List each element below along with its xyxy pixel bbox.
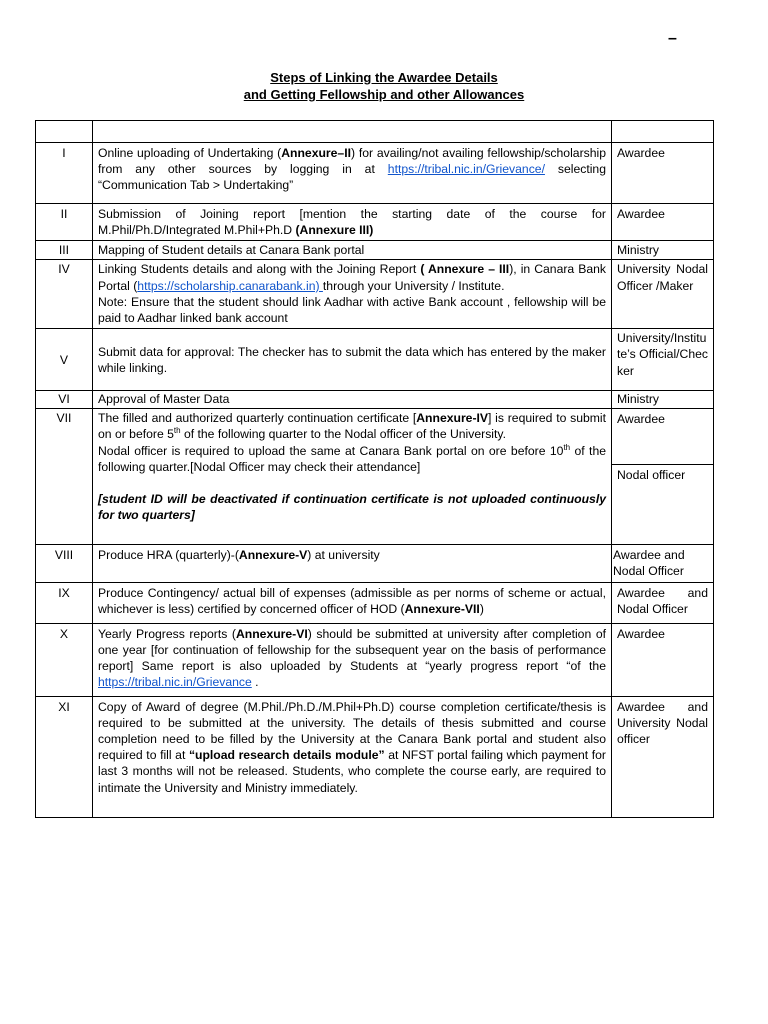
text: Yearly Progress reports ( (98, 626, 236, 641)
step-text (98, 443, 606, 475)
steps-table (35, 120, 714, 818)
table-row (36, 204, 714, 241)
text: Copy of Award of degree (M.Phil./Ph.D./M.Phil+Ph.D) course completion certificate/thesis is required to be submitted at the university. The details of thesis submitted and course completion need to be filled by the University at the Canara Bank portal and student also required to fill at (98, 699, 606, 763)
step-number: IV (36, 260, 93, 329)
step-number: V (36, 329, 93, 391)
step-description (93, 260, 612, 329)
step-note: Note: Ensure that the student should link Aadhar with active Bank account , fellowship will be paid to Aadhar linked bank account (98, 294, 606, 326)
step-description (93, 623, 612, 696)
step-description (93, 409, 612, 545)
annexure-ref: Annexure-IV (416, 411, 489, 426)
step-description (93, 696, 612, 817)
text: of the following quarter.[Nodal Officer may check their attendance] (98, 443, 607, 474)
annexure-ref: Annexure–II (281, 146, 351, 160)
text: Mapping of Student details at Canara Bank portal (98, 243, 365, 258)
step-text (98, 261, 606, 293)
text: Nodal officer is required to upload the same at Canara Bank portal on ore before 10 (98, 443, 564, 458)
responsible-party: Awardee and Nodal Officer (612, 545, 714, 582)
responsible-party: University Nodal Officer /Maker (612, 260, 714, 329)
text: of the following quarter to the Nodal officer of the University. (180, 427, 506, 442)
table-row (36, 260, 714, 329)
annexure-ref: (Annexure III) (295, 223, 374, 238)
responsible-party: Awardee and University Nodal officer (612, 696, 714, 817)
step-number: XI (36, 696, 93, 817)
header-cell (36, 121, 93, 143)
responsible-party: Awardee (612, 204, 714, 241)
text: ) should be submitted at university after completion of one year [for continuation of fellowship for the subsequent year on the basis of performance report] Same report is also uploaded by Students at “yearly progress report “of the (98, 626, 606, 674)
step-description (93, 329, 612, 391)
text: Approval of Master Data (98, 392, 230, 407)
step-warning: [student ID will be deactivated if continuation certificate is not uploaded continuously for two quarters] (98, 492, 606, 523)
responsible-party-primary: Awardee (617, 412, 665, 427)
superscript: th (173, 426, 181, 436)
corner-mark: – (668, 30, 677, 47)
table-row (36, 582, 714, 623)
text: ) for availing/not availing fellowship/scholarship from any other sources by logging in at (98, 146, 606, 177)
table-row (36, 623, 714, 696)
annexure-ref: Annexure-V (238, 548, 308, 563)
table-row (36, 143, 714, 204)
step-number: IX (36, 582, 93, 623)
step-number: II (36, 204, 93, 241)
text: selecting “Communication Tab > Undertaking” (98, 162, 606, 193)
canara-portal-link[interactable]: https://scholarship.canarabank.in) (137, 278, 323, 293)
responsible-party: Ministry (612, 391, 714, 409)
annexure-ref: Annexure-VI (235, 626, 308, 641)
grievance-link[interactable]: https://tribal.nic.in/Grievance/ (387, 162, 545, 177)
title-line-2: and Getting Fellowship and other Allowances (243, 87, 525, 102)
text: Submit data for approval: The checker has to submit the data which has entered by the maker while linking. (98, 344, 606, 375)
step-description (93, 391, 612, 409)
step-description (93, 545, 612, 582)
responsible-party: Awardee (612, 143, 714, 204)
table-row (36, 545, 714, 582)
text: Online uploading of Undertaking ( (98, 146, 282, 160)
responsible-party: Awardee (612, 623, 714, 696)
step-number: VII (36, 409, 93, 545)
responsible-party: Ministry (612, 241, 714, 260)
step-number: I (36, 143, 93, 204)
responsible-party: Awardee and Nodal Officer (612, 582, 714, 623)
text: Produce HRA (quarterly)-( (98, 548, 239, 563)
step-description (93, 143, 612, 204)
responsible-party (612, 409, 714, 545)
text: The filled and authorized quarterly continuation certificate [ (98, 411, 417, 426)
table-row (36, 391, 714, 409)
text: ) at university (307, 548, 380, 563)
text: Produce Contingency/ actual bill of expenses (admissible as per norms of scheme or actual, whichever is less) certified by concerned officer of HOD ( (98, 585, 606, 616)
step-number: VIII (36, 545, 93, 582)
table-row (36, 696, 714, 817)
step-description (93, 582, 612, 623)
step-text (98, 410, 606, 442)
text: ] is required to submit on or before 5 (98, 411, 607, 442)
table-header-row (36, 121, 714, 143)
step-number: VI (36, 391, 93, 409)
text: . (251, 675, 259, 690)
page-title (0, 69, 768, 103)
module-name: “upload research details module” (188, 748, 385, 763)
text: through your University / Institute. (322, 278, 505, 293)
step-number: III (36, 241, 93, 260)
responsible-party-secondary: Nodal officer (612, 464, 713, 485)
header-cell (612, 121, 714, 143)
step-description (93, 241, 612, 260)
text: at NFST portal failing which payment for last 3 months will not be released. Students, who complete the course early, are required to intimate the University and Ministry immediately. (98, 748, 606, 795)
superscript: th (563, 442, 571, 452)
text: Submission of Joining report [mention the starting date of the course for M.Phil/Ph.D/Integrated M.Phil+Ph.D (98, 207, 606, 238)
title-line-1: Steps of Linking the Awardee Details (270, 70, 498, 85)
step-description (93, 204, 612, 241)
responsible-party: University/Institute’s Official/Checker (612, 329, 714, 391)
header-cell (93, 121, 612, 143)
grievance-link[interactable]: https://tribal.nic.in/Grievance (98, 675, 252, 690)
step-number: X (36, 623, 93, 696)
text: ) (479, 601, 484, 616)
table-row (36, 409, 714, 545)
text: ), in Canara Bank Portal ( (98, 262, 607, 293)
text: Linking Students details and along with the Joining Report (98, 262, 421, 277)
table-row (36, 241, 714, 260)
annexure-ref: Annexure-VII (404, 601, 480, 616)
table-row (36, 329, 714, 391)
annexure-ref: ( Annexure – III (420, 262, 510, 277)
